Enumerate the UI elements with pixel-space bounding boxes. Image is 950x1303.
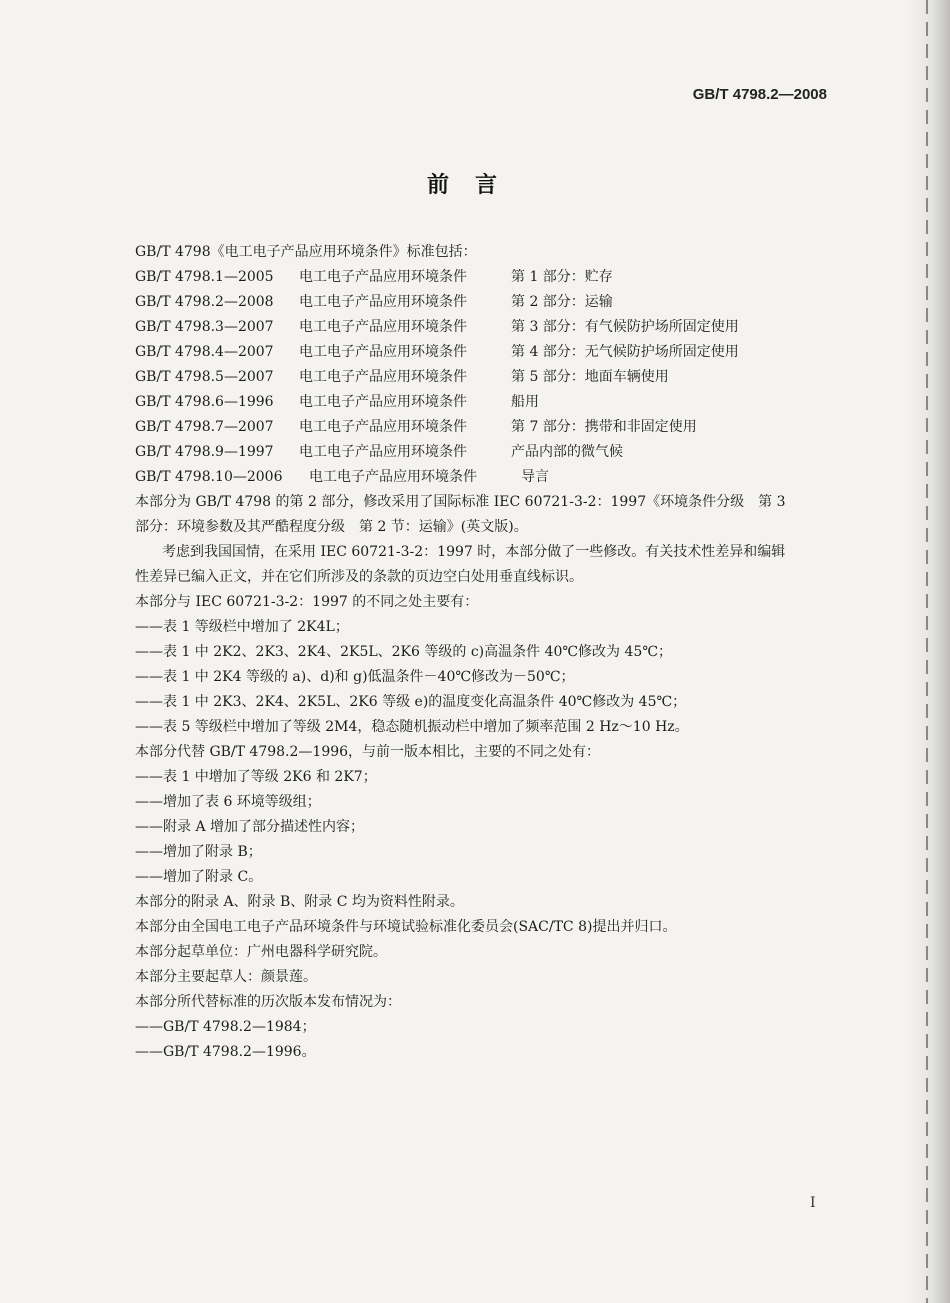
list-item: ——表 5 等级栏中增加了等级 2M4，稳态随机振动栏中增加了频率范围 2 Hz～10 Hz。 (135, 719, 689, 735)
standard-code-cell: GB/T 4798.10—2006 (135, 469, 283, 485)
standard-name-cell: 电工电子产品应用环境条件 (299, 294, 467, 310)
standard-item (135, 365, 835, 390)
list-item: ——附录 A 增加了部分描述性内容； (135, 819, 365, 835)
paragraph-drafting-unit: 本部分起草单位：广州电器科学研究院。 (135, 944, 387, 960)
paragraph-adoption: 本部分为 GB/T 4798 的第 2 部分，修改采用了国际标准 IEC 60721-3-2：1997《环境条件分级 第 3 (135, 494, 786, 510)
history-item: ——GB/T 4798.2—1996。 (135, 1044, 316, 1060)
paragraph-modification: 考虑到我国国情，在采用 IEC 60721-3-2：1997 时，本部分做了一些修改。有关技术性差异和编辑 (162, 544, 786, 560)
standard-item (135, 465, 835, 490)
standard-name-cell: 电工电子产品应用环境条件 (299, 369, 467, 385)
standard-code-cell: GB/T 4798.4—2007 (135, 344, 274, 360)
standard-code-cell: GB/T 4798.5—2007 (135, 369, 274, 385)
standard-part-cell: 第 5 部分：地面车辆使用 (511, 369, 669, 385)
standard-name-cell: 电工电子产品应用环境条件 (299, 394, 467, 410)
standard-part-cell: 第 2 部分：运输 (511, 294, 613, 310)
standard-code-cell: GB/T 4798.2—2008 (135, 294, 274, 310)
standard-part-cell: 第 7 部分：携带和非固定使用 (511, 419, 697, 435)
standard-item (135, 390, 835, 415)
standard-code-cell: GB/T 4798.1—2005 (135, 269, 274, 285)
standard-code: GB/T 4798.2—2008 (692, 86, 827, 103)
standard-code-cell: GB/T 4798.3—2007 (135, 319, 274, 335)
standard-name-cell: 电工电子产品应用环境条件 (299, 344, 467, 360)
standard-part-cell: 导言 (521, 469, 549, 485)
standard-name-cell: 电工电子产品应用环境条件 (299, 269, 467, 285)
standard-part-cell: 船用 (511, 394, 539, 410)
standard-part-cell: 第 1 部分：贮存 (511, 269, 613, 285)
standard-part-cell: 产品内部的微气候 (511, 444, 623, 460)
list-item: ——表 1 中 2K2、2K3、2K4、2K5L、2K6 等级的 c)高温条件 40℃修改为 45℃； (135, 644, 672, 660)
standard-part-cell: 第 4 部分：无气候防护场所固定使用 (511, 344, 739, 360)
standard-code-cell: GB/T 4798.9—1997 (135, 444, 274, 460)
intro-line: GB/T 4798《电工电子产品应用环境条件》标准包括： (135, 244, 477, 260)
list-item: ——增加了附录 C。 (135, 869, 263, 885)
paragraph-adoption-cont: 部分：环境参数及其严酷程度分级 第 2 节：运输》(英文版)。 (135, 519, 528, 535)
paragraph-history: 本部分所代替标准的历次版本发布情况为： (135, 994, 401, 1010)
standard-item (135, 340, 835, 365)
history-item: ——GB/T 4798.2—1984； (135, 1019, 316, 1035)
standard-item (135, 290, 835, 315)
standard-item (135, 415, 835, 440)
list-item: ——增加了表 6 环境等级组； (135, 794, 321, 810)
paragraph-proposer: 本部分由全国电工电子产品环境条件与环境试验标准化委员会(SAC/TC 8)提出并归口。 (135, 919, 677, 935)
standard-part-cell: 第 3 部分：有气候防护场所固定使用 (511, 319, 739, 335)
list-item: ——表 1 等级栏中增加了 2K4L； (135, 619, 349, 635)
list-item: ——表 1 中 2K3、2K4、2K5L、2K6 等级 e)的温度变化高温条件 40℃修改为 45℃； (135, 694, 687, 710)
list-item: ——增加了附录 B； (135, 844, 262, 860)
standard-item (135, 315, 835, 340)
page-title: 前言 (426, 173, 523, 198)
paragraph-replacement: 本部分代替 GB/T 4798.2—1996，与前一版本相比，主要的不同之处有： (135, 744, 601, 760)
standard-code-cell: GB/T 4798.7—2007 (135, 419, 274, 435)
list-item: ——表 1 中增加了等级 2K6 和 2K7； (135, 769, 377, 785)
paragraph-appendices: 本部分的附录 A、附录 B、附录 C 均为资料性附录。 (135, 894, 464, 910)
document-body (135, 240, 835, 1065)
standard-item (135, 440, 835, 465)
standard-name-cell: 电工电子产品应用环境条件 (309, 469, 477, 485)
standard-name-cell: 电工电子产品应用环境条件 (299, 419, 467, 435)
page-number: I (810, 1195, 816, 1211)
standard-name-cell: 电工电子产品应用环境条件 (299, 319, 467, 335)
paragraph-modification-cont: 性差异已编入正文，并在它们所涉及的条款的页边空白处用垂直线标识。 (135, 569, 583, 585)
list-item: ——表 1 中 2K4 等级的 a)、d)和 g)低温条件－40℃修改为－50℃； (135, 669, 575, 685)
standard-code-cell: GB/T 4798.6—1996 (135, 394, 274, 410)
standard-item (135, 265, 835, 290)
paragraph-iec-differences: 本部分与 IEC 60721-3-2：1997 的不同之处主要有： (135, 594, 479, 610)
standard-name-cell: 电工电子产品应用环境条件 (299, 444, 467, 460)
paragraph-drafter: 本部分主要起草人：颜景莲。 (135, 969, 317, 985)
